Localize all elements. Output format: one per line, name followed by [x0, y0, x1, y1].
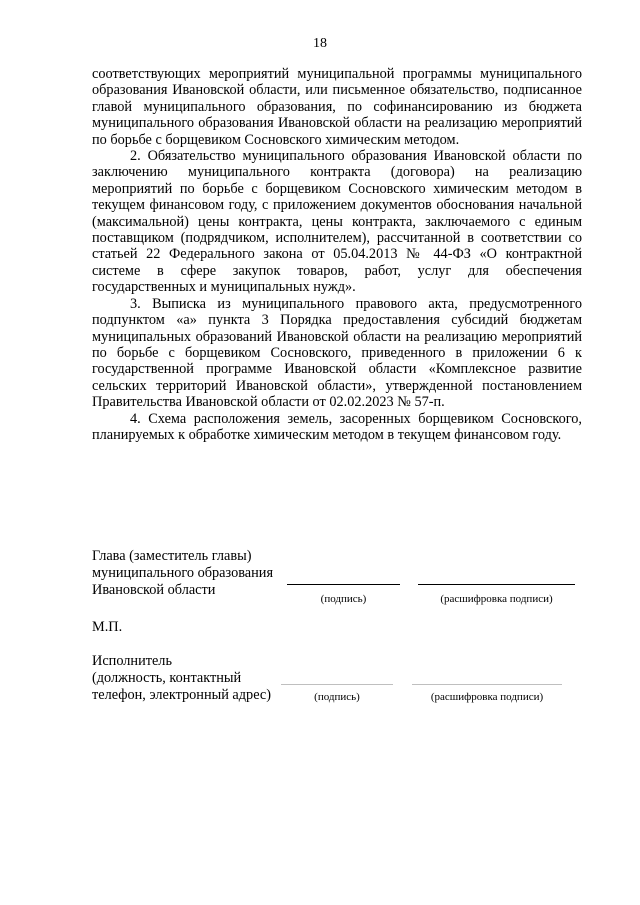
head-signature-block: [92, 548, 582, 599]
head-title-line2: муниципального образования: [92, 565, 274, 581]
head-signature-caption: (подпись): [320, 593, 367, 605]
head-decoding-caption: (расшифровка подписи): [440, 593, 553, 605]
page-number: 18: [313, 36, 327, 51]
document-body: [92, 66, 582, 443]
head-signature-field[interactable]: [287, 584, 400, 585]
seal-label: М.П.: [92, 619, 123, 635]
executor-signature-field[interactable]: [281, 684, 393, 685]
paragraph-continuation: соответствующих мероприятий муниципальной программы муниципального образования Ивановской области, или письменное обязательство, подписанное главой муниципального образования, по софинансированию из бюджета муниципального образования Ивановской области на реализацию мероприятий по борьбе с борщевиком Сосновского химическим методом.: [92, 66, 582, 148]
head-title-line3: Ивановской области: [92, 582, 216, 598]
executor-title-line1: Исполнитель: [92, 653, 172, 669]
executor-decoding-caption: (расшифровка подписи): [430, 691, 544, 703]
seal-mark: [92, 619, 582, 636]
head-decoding-field[interactable]: [418, 584, 575, 585]
paragraph-item-3: 3. Выписка из муниципального правового акта, предусмотренного подпунктом «а» пункта 3 Порядка предоставления субсидий бюджетам муниципальных образований Ивановской области на реализацию мероприятий по борьбе с борщевиком Сосновского, приведенного в приложении 6 к государственной программе Ивановской области «Комплексное развитие сельских территорий Ивановской области», утвержденной постановлением Правительства Ивановской области от 02.02.2023 № 57-п.: [92, 295, 582, 411]
executor-title-line3: телефон, электронный адрес): [92, 687, 272, 703]
executor-decoding-field[interactable]: [412, 684, 562, 685]
paragraph-item-2: 2. Обязательство муниципального образования Ивановской области по заключению муниципального контракта (договора) на реализацию мероприятий по борьбе с борщевиком Сосновского химическим методом в текущем финансовом году, с приложением документов обоснования начальной (максимальной) цены контракта, цены контракта, заключаемого с единым поставщиком (подрядчиком, исполнителем), рассчитанной в соответствии со статьей 22 Федерального закона от 05.04.2013 № 44-ФЗ «О контрактной системе в сфере закупок товаров, работ, услуг для обеспечения государственных и муниципальных нужд».: [92, 148, 582, 296]
executor-signature-caption: (подпись): [314, 691, 360, 703]
head-title-line1: Глава (заместитель главы): [92, 548, 252, 564]
paragraph-item-4: 4. Схема расположения земель, засоренных борщевиком Сосновского, планируемых к обработке химическим методом в текущем финансовом году.: [92, 410, 582, 443]
executor-title-line2: (должность, контактный: [92, 670, 242, 686]
